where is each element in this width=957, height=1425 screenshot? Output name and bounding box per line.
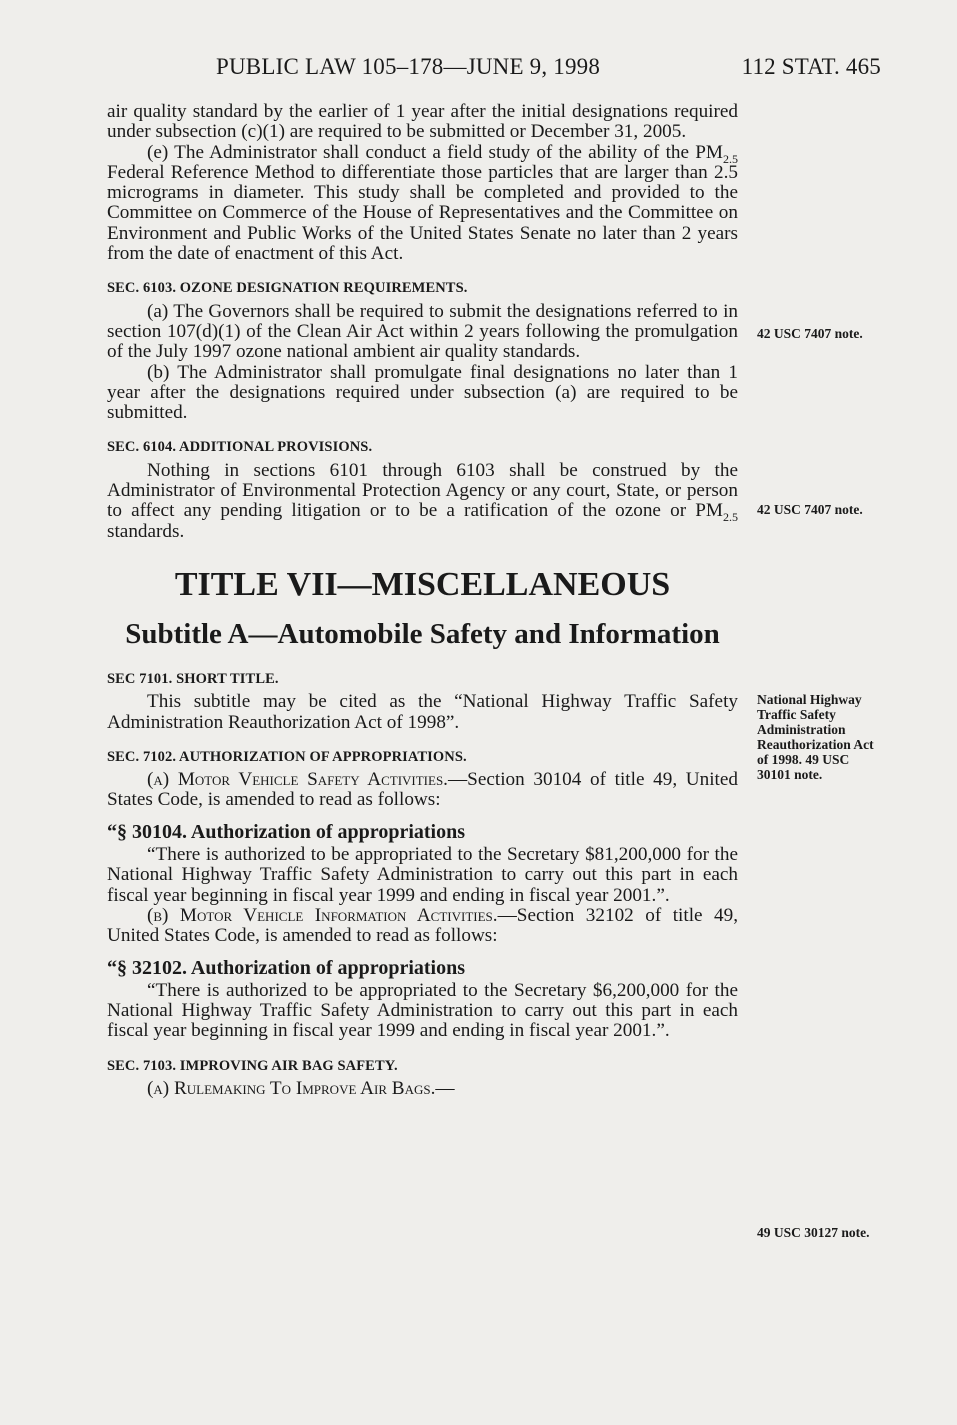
section-heading-6103: SEC. 6103. OZONE DESIGNATION REQUIREMENTS. [107, 280, 468, 297]
amended-section-heading-32102: “§ 32102. Authorization of appropriations [107, 956, 465, 979]
paragraph-continuation: air quality standard by the earlier of 1 year after the initial designations required under subsection (c)(1) are required to be submitted or December 31, 2005. [107, 101, 738, 143]
section-heading-7101: SEC 7101. SHORT TITLE. [107, 670, 279, 687]
paragraph-field-study: (e) The Administrator shall conduct a field study of the ability of the $PM_{2.5}$ Federal Reference Method to differentiate those particles that are larger than 2.5 micrograms in diameter. This study shall be completed and provided to the Committee on Commerce of the House of Representatives and the Committee on Environment and Public Works of the United States Senate no later than 2 years from the date of enactment of this Act. [107, 141, 738, 265]
running-header [216, 54, 881, 84]
subtitle-heading: Subtitle A—Automobile Safety and Information [125, 617, 720, 650]
main-text [107, 102, 738, 1099]
paragraph-30104-text: “There is authorized to be appropriated to the Secretary $81,200,000 for the National Highway Traffic Safety Administration to carry out this part in each fiscal year beginning in fiscal year 1999 and ending in fiscal year 2001.”. [107, 844, 738, 906]
section-heading-7103: SEC. 7103. IMPROVING AIR BAG SAFETY. [107, 1057, 398, 1074]
margin-note-6104: 42 USC 7407 note. [757, 502, 863, 517]
paragraph-6103-a: (a) The Governors shall be required to submit the designations referred to in section 107(d)(1) of the Clean Air Act within 2 years following the promulgation of the July 1997 ozone national ambient air quality standards. [107, 300, 738, 363]
amended-section-heading-30104: “§ 30104. Authorization of appropriations [107, 820, 465, 843]
margin-note-6103: 42 USC 7407 note. [757, 326, 863, 341]
title-heading: TITLE VII—MISCELLANEOUS [174, 565, 671, 603]
section-heading-6104: SEC. 6104. ADDITIONAL PROVISIONS. [107, 439, 373, 456]
paragraph-6104: Nothing in sections 6101 through 6103 shall be construed by the Administrator of Environmental Protection Agency or any court, State, or person to affect any pending litigation or to be a ratification of the ozone or $PM_{2.5}$ standards. [107, 459, 738, 542]
paragraph-7103-a: (a) Rulemaking To Improve Air Bags.— [147, 1077, 455, 1099]
paragraph-7102-b: (b) Motor Vehicle Information Activities.—Section 32102 of title 49, United States Code, is amended to read as follows: [107, 904, 738, 947]
paragraph-32102-text: “There is authorized to be appropriated to the Secretary $6,200,000 for the National Highway Traffic Safety Administration to carry out this part in each fiscal year beginning in fiscal year 1999 and ending in fiscal year 2001.”. [107, 979, 738, 1042]
section-heading-7102: SEC. 7102. AUTHORIZATION OF APPROPRIATIONS. [107, 748, 467, 765]
margin-note-7101: National Highway Traffic Safety Administration Reauthorization Act of 1998. 49 USC 30101 note. [757, 692, 874, 782]
header-statute-page: 112 STAT. 465 [741, 54, 881, 79]
header-law-title: PUBLIC LAW 105–178—JUNE 9, 1998 [216, 54, 601, 79]
paragraph-7101: This subtitle may be cited as the “National Highway Traffic Safety Administration Reauthorization Act of 1998”. [107, 691, 738, 733]
paragraph-7102-a: (a) Motor Vehicle Safety Activities.—Section 30104 of title 49, United States Code, is amended to read as follows: [107, 769, 738, 811]
margin-note-7103: 49 USC 30127 note. [757, 1225, 870, 1240]
paragraph-6103-b: (b) The Administrator shall promulgate final designations no later than 1 year after the designations required under subsection (a) are required to be submitted. [107, 361, 738, 424]
